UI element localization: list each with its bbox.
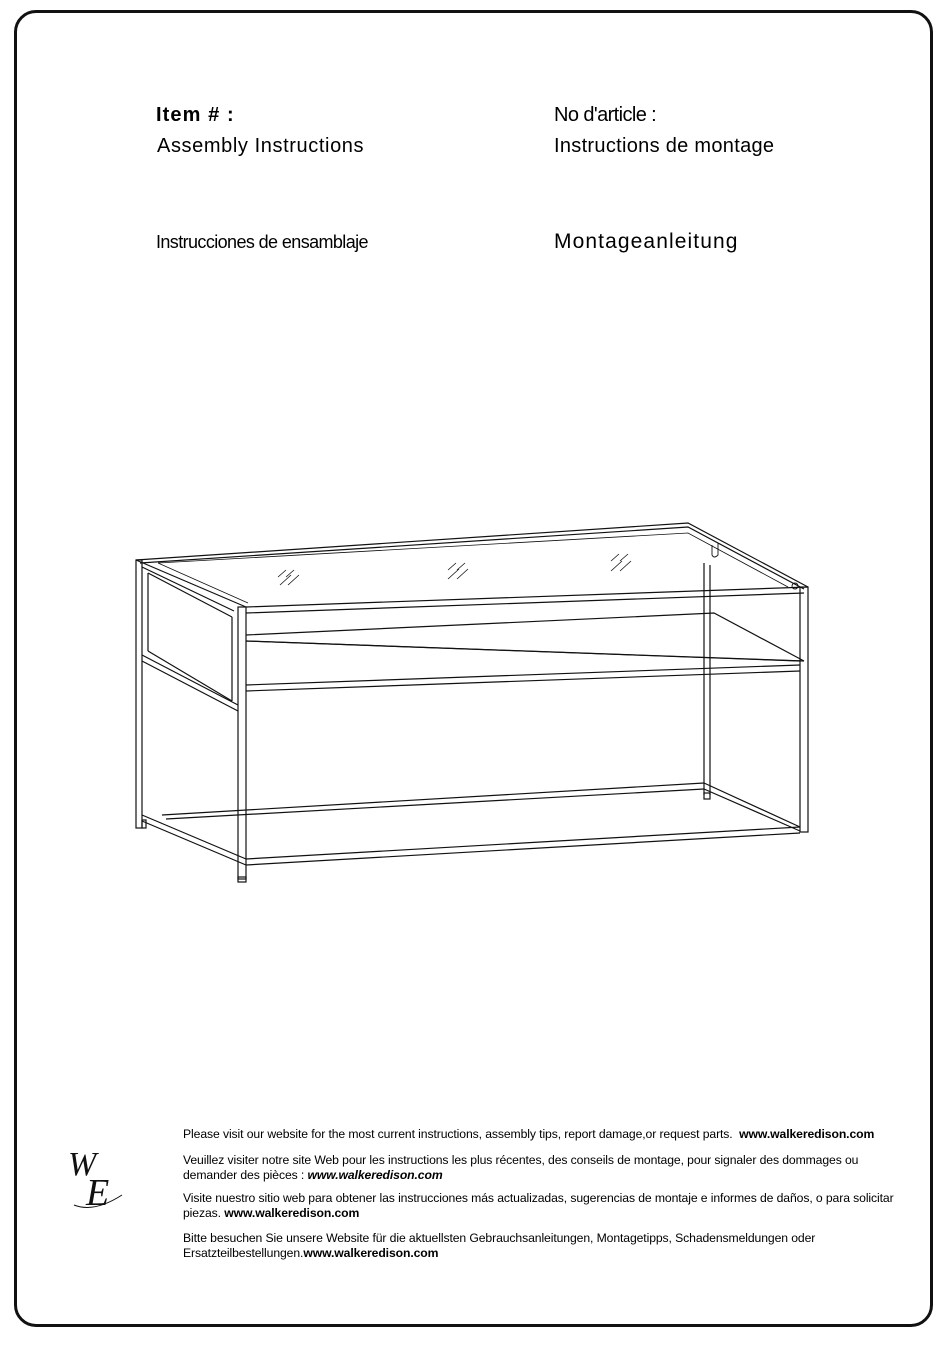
item-number-label-fr: No d'article : (554, 104, 657, 126)
website-link-fr[interactable]: www.walkeredison.com (307, 1168, 443, 1182)
assembly-title-en: Assembly Instructions (157, 135, 365, 157)
website-notice-de-text: Bitte besuchen Sie unsere Website für die aktuellsten Gebrauchsanleitungen, Montagetipps, Schadensmeldungen oder Ersatzteilbestellungen. (183, 1231, 816, 1260)
console-table-illustration (128, 515, 818, 885)
assembly-title-fr: Instructions de montage (554, 135, 775, 157)
svg-text:E: E (86, 1172, 110, 1214)
item-number-label-en: Item # : (156, 104, 235, 126)
website-notice-de (183, 1231, 910, 1261)
website-notice-es (183, 1191, 910, 1221)
website-notice-fr-text: Veuillez visiter notre site Web pour les instructions les plus récentes, des conseils de montage, pour signaler des dommages ou demander des pièces : (183, 1153, 859, 1182)
website-link-es[interactable]: www.walkeredison.com (224, 1206, 360, 1220)
website-notice-fr (183, 1153, 910, 1183)
walker-edison-logo-icon (64, 1145, 130, 1215)
website-notice-es-text: Visite nuestro sitio web para obtener las instrucciones más actualizadas, sugerencias de montaje e informes de daños, o para solicitar piezas. (183, 1191, 894, 1220)
website-notice-en-text: Please visit our website for the most current instructions, assembly tips, report damage,or request parts. (183, 1127, 733, 1141)
assembly-title-es: Instrucciones de ensamblaje (156, 232, 368, 252)
svg-text:W: W (68, 1146, 97, 1183)
website-link-en[interactable]: www.walkeredison.com (739, 1127, 875, 1141)
assembly-title-de: Montageanleitung (554, 230, 739, 253)
website-notice-en (183, 1127, 910, 1142)
website-link-de[interactable]: www.walkeredison.com (303, 1246, 439, 1260)
